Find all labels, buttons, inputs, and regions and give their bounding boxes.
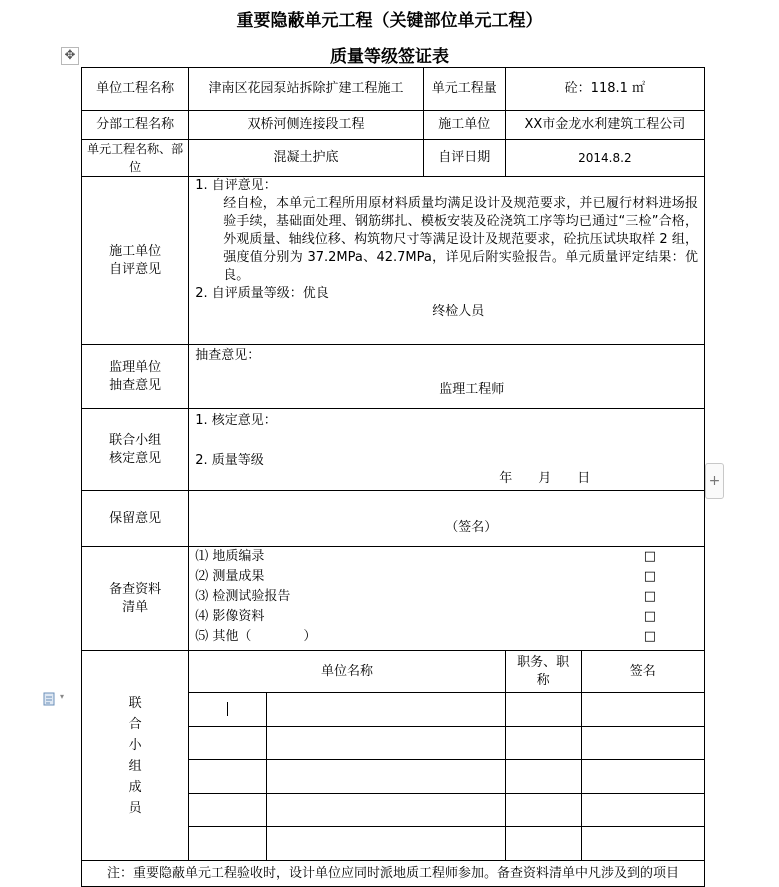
self-eval-body: 经自检，本单元工程所用原材料质量均满足设计及规范要求，并已履行材料进场报验手续，基础面处理、钢筋绑扎、模板安装及砼浇筑工序等均已通过“三检”合格，外观质量、轴线位移、构筑物尺寸等满足设计及规范要求，砼抗压试块取样 2 组，强度值分别为 37.2MPa、42.7MPa，详见后附实验报告。单元质量评定结果：优良。 [223,196,698,283]
member-cell[interactable] [581,693,704,727]
unit-quantity-value[interactable]: 砼：118.1 ㎡ [505,68,704,111]
supervision-opinion: 抽查意见： [195,348,261,363]
sub-project-label: 分部工程名称 [82,111,189,140]
checklist-item[interactable]: ⑷ 影像资料 □ [189,607,704,627]
member-cell[interactable] [267,760,506,794]
eval-date-value[interactable]: 2014.8.2 [505,140,704,177]
element-value[interactable]: 混凝土护底 [189,140,424,177]
checklist-item[interactable]: ⑵ 测量成果 □ [189,567,704,587]
reserve-label: 保留意见 [82,491,189,547]
member-cell[interactable] [505,827,581,861]
plus-icon[interactable]: + [705,463,724,499]
checklist-row [82,547,705,651]
member-cell[interactable] [267,727,506,760]
unit-project-row [82,68,705,111]
self-eval-item2: 2. 自评质量等级：优良 [195,286,329,301]
contractor-label: 施工单位 [423,111,505,140]
checkbox-icon: □ [643,589,656,604]
members-header-row [82,651,705,693]
quality-grade-table [81,67,705,887]
member-cell[interactable] [581,794,704,827]
note-text: 注：重要隐蔽单元工程验收时，设计单位应同时派地质工程师参加。备查资料清单中凡涉及到的项目 [82,861,705,887]
reserve-sign: （签名） [445,520,498,535]
self-eval-item1: 1. 自评意见： [195,178,277,193]
sub-project-value[interactable]: 双桥河侧连接段工程 [189,111,424,140]
member-cell[interactable] [581,827,704,861]
joint-check-item1: 1. 核定意见： [195,413,277,428]
chevron-down-icon[interactable]: ▾ [60,692,65,701]
member-cell[interactable] [267,693,506,727]
unit-project-value[interactable]: 津南区花园泵站拆除扩建工程施工 [189,68,424,111]
member-cell[interactable] [267,827,506,861]
checkbox-icon: □ [643,609,656,624]
self-eval-content[interactable] [189,177,705,345]
text-cursor [227,702,228,716]
checklist-item[interactable]: ⑸ 其他（ ） □ [189,627,704,647]
document-title: 重要隐蔽单元工程（关键部位单元工程） [236,11,543,31]
supervision-label: 监理单位 抽查意见 [82,345,189,409]
joint-check-label: 联合小组 核定意见 [82,409,189,491]
reserve-content[interactable] [189,491,705,547]
joint-check-row [82,409,705,491]
joint-check-item2: 2. 质量等级 [195,453,264,468]
joint-check-date: 年 月 日 [499,471,591,486]
self-eval-row [82,177,705,345]
col-unit-name: 单位名称 [189,651,506,693]
supervision-row [82,345,705,409]
sub-project-row [82,111,705,140]
checklist-content [189,547,705,651]
member-cell[interactable] [267,794,506,827]
reserve-row [82,491,705,547]
members-label: 联 合 小 组 成 员 [82,651,189,861]
checklist-item[interactable]: ⑴ 地质编录 □ [189,547,704,567]
col-position: 职务、职称 [505,651,581,693]
final-inspector-label: 终检人员 [432,304,485,319]
member-cell[interactable] [505,727,581,760]
member-cell[interactable] [505,794,581,827]
supervision-content[interactable] [189,345,705,409]
member-cell[interactable] [189,794,267,827]
member-cell[interactable] [189,827,267,861]
member-cell[interactable] [581,760,704,794]
col-sign: 签名 [581,651,704,693]
member-cell[interactable] [505,693,581,727]
member-cell[interactable] [189,727,267,760]
contractor-value[interactable]: XX市金龙水利建筑工程公司 [505,111,704,140]
element-label: 单元工程名称、部位 [82,140,189,177]
member-cell[interactable] [581,727,704,760]
element-row [82,140,705,177]
member-cell[interactable] [189,693,267,727]
supervisor-label: 监理工程师 [439,382,505,397]
eval-date-label: 自评日期 [423,140,505,177]
member-cell[interactable] [505,760,581,794]
checklist-item[interactable]: ⑶ 检测试验报告 □ [189,587,704,607]
checklist-label: 备查资料 清单 [82,547,189,651]
unit-project-label: 单位工程名称 [82,68,189,111]
checkbox-icon: □ [643,569,656,584]
note-row [82,861,705,887]
self-eval-label: 施工单位 自评意见 [82,177,189,345]
paste-options-icon[interactable] [43,692,57,706]
checkbox-icon: □ [643,549,656,564]
table-move-handle-icon[interactable]: ✥ [61,47,79,65]
checkbox-icon: □ [643,629,656,644]
joint-check-content[interactable] [189,409,705,491]
unit-quantity-label: 单元工程量 [423,68,505,111]
member-cell[interactable] [189,760,267,794]
document-subtitle: 质量等级签证表 [330,47,449,67]
